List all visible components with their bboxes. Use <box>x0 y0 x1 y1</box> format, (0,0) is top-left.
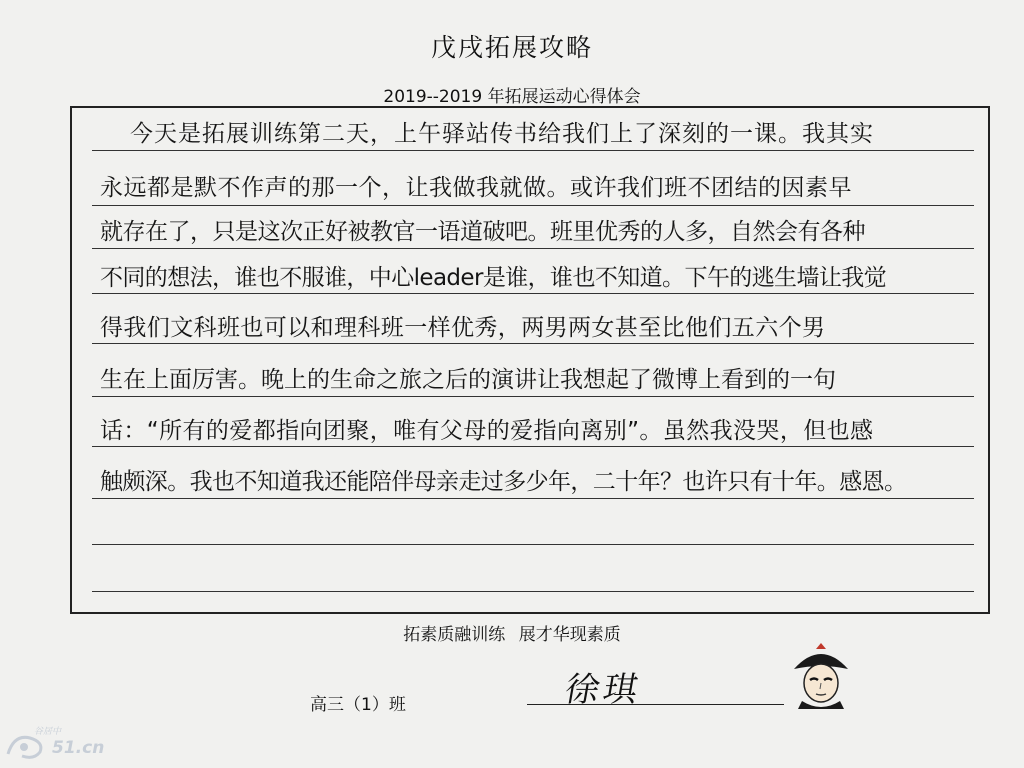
handwritten-line: 今天是拓展训练第二天，上午驿站传书给我们上了深刻的一课。我其实 <box>130 121 874 147</box>
footer-motto: 拓素质融训练 展才华现素质 <box>403 625 621 645</box>
signature: 徐琪 <box>561 670 645 710</box>
handwritten-line: 就存在了，只是这次正好被教官一语道破吧。班里优秀的人多，自然会有各种 <box>100 219 865 245</box>
handwritten-line: 触颇深。我也不知道我还能陪伴母亲走过多少年，二十年？也许只有十年。感恩。 <box>100 469 907 495</box>
watermark-small-text: 谷居中 <box>34 727 62 737</box>
ruled-line <box>92 293 974 294</box>
document-subtitle: 2019--2019 年拓展运动心得体会 <box>383 87 641 107</box>
class-label: 高三（1）班 <box>310 695 406 715</box>
ruled-line <box>92 248 974 249</box>
ruled-line <box>92 591 974 592</box>
cartoon-soldier-avatar-icon <box>790 643 852 709</box>
ruled-line <box>92 544 974 545</box>
handwritten-line: 永远都是默不作声的那一个，让我做我就做。或许我们班不团结的因素早 <box>100 175 852 201</box>
watermark <box>4 724 124 764</box>
ruled-line <box>92 205 974 206</box>
handwritten-line: 话：“所有的爱都指向团聚，唯有父母的爱指向离别”。虽然我没哭，但也感 <box>100 418 874 444</box>
document-title: 戊戌拓展攻略 <box>430 33 593 62</box>
ruled-line <box>92 150 974 151</box>
watermark-text: 51.cn <box>52 738 105 758</box>
handwritten-line: 不同的想法，谁也不服谁，中心leader是谁，谁也不知道。下午的逃生墙让我觉 <box>100 265 887 291</box>
ruled-line <box>92 498 974 499</box>
ruled-line <box>92 343 974 344</box>
handwritten-line: 生在上面厉害。晚上的生命之旅之后的演讲让我想起了微博上看到的一句 <box>100 367 836 393</box>
ruled-line <box>92 446 974 447</box>
writing-box <box>70 106 990 614</box>
handwritten-line: 得我们文科班也可以和理科班一样优秀，两男两女甚至比他们五六个男 <box>100 315 826 341</box>
ruled-line <box>92 396 974 397</box>
